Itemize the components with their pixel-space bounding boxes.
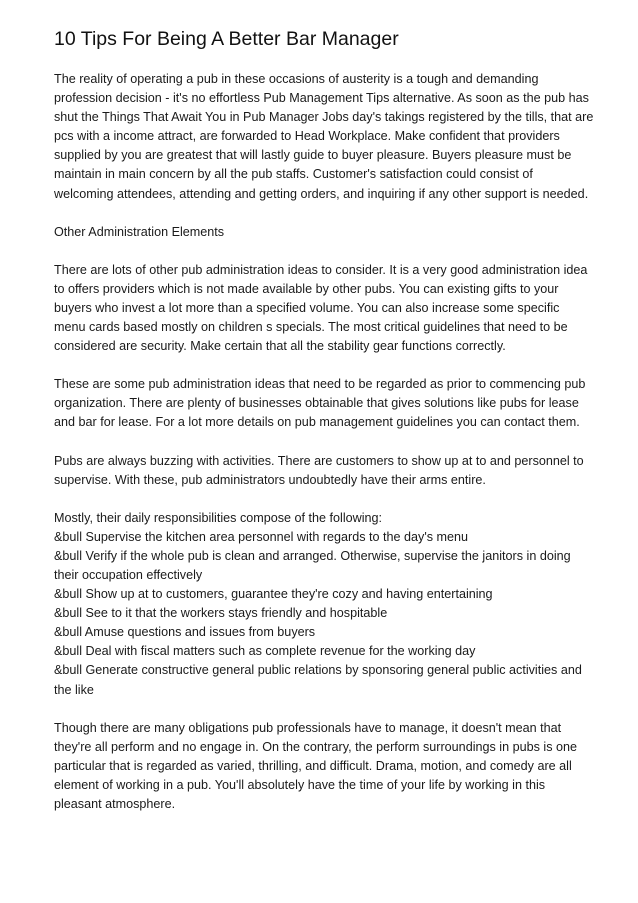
intro-paragraph: The reality of operating a pub in these occasions of austerity is a tough and demanding profession decision - it's no effortless Pub Management Tips alternative. As soon as the pub has shut the Things That Await You in Pub Manager Jobs day's takings registered by the tills, that are pcs with a income attract, are forwarded to Head Workplace. Make confident that providers supplied by you are greatest that will lastly guide to buyer pleasure. Buyers pleasure must be maintain in main concern by all the pub staffs. Customer's satisfaction could consist of welcoming attendees, attending and getting orders, and inquiring if any other support is needed. [54, 72, 594, 201]
list-item: &bull Generate constructive general public relations by sponsoring general public activities and the like [54, 663, 582, 697]
paragraph-administration-ideas: There are lots of other pub administration ideas to consider. It is a very good administration idea to offers providers which is not made available by other pubs. You can existing gifts to your buyers who invest a lot more than a specified volume. You can also increase some specific menu cards based mostly on children s specials. The most critical guidelines that need to be considered are security. Make certain that all the stability gear functions correctly. [54, 262, 588, 354]
list-item: &bull See to it that the workers stays friendly and hospitable [54, 606, 388, 621]
paragraph-pub-organization: These are some pub administration ideas that need to be regarded as prior to commencing pub organization. There are plenty of businesses obtainable that gives solutions like pubs for lease and bar for lease. For a lot more details on pub management guidelines you can contact them. [54, 377, 586, 430]
list-item: &bull Amuse questions and issues from buyers [54, 625, 316, 640]
list-item: &bull Supervise the kitchen area personnel with regards to the day's menu [54, 529, 469, 544]
list-intro: Mostly, their daily responsibilities compose of the following: [54, 510, 383, 525]
list-item: &bull Verify if the whole pub is clean and arranged. Otherwise, supervise the janitors in doing their occupation effectively [54, 548, 571, 582]
list-item: &bull Deal with fiscal matters such as complete revenue for the working day [54, 644, 476, 659]
paragraph-obligations: Though there are many obligations pub professionals have to manage, it doesn't mean that they're all perform and no engage in. On the contrary, the perform surroundings in pubs is one particular that is regarded as varied, thrilling, and difficult. Drama, motion, and comedy are all element of working in a pub. You'll absolutely have the time of your life by working in this pleasant atmosphere. [54, 720, 578, 811]
list-item: &bull Show up at to customers, guarantee they're cozy and having entertaining [54, 587, 493, 602]
document-title: 10 Tips For Being A Better Bar Manager [54, 28, 399, 50]
responsibilities-list [54, 528, 594, 700]
document-page [54, 26, 594, 833]
paragraph-buzzing-activities: Pubs are always buzzing with activities. There are customers to show up at to and personnel to supervise. With these, pub administrators undoubtedly have their arms entire. [54, 453, 584, 487]
section-heading: Other Administration Elements [54, 224, 225, 239]
